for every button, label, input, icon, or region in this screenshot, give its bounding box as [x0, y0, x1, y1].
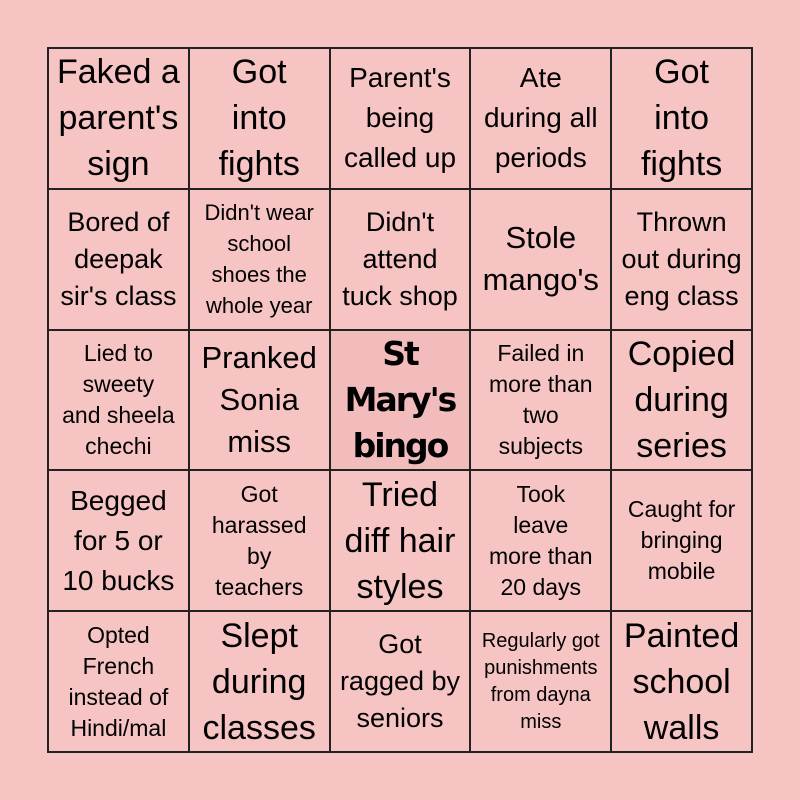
bingo-cell[interactable] — [330, 470, 471, 611]
cell-text: Caught for bringing mobile — [627, 496, 736, 585]
bingo-cell[interactable] — [470, 470, 611, 611]
bingo-cell[interactable] — [470, 330, 611, 471]
cell-text: Got harassed by teachers — [211, 480, 307, 600]
bingo-cell[interactable] — [611, 611, 752, 752]
cell-text: Parent's being called up — [343, 62, 457, 174]
bingo-board — [47, 47, 753, 753]
cell-text: Pranked Sonia miss — [201, 339, 317, 459]
free-space-title: St Mary's bingo — [344, 334, 456, 465]
bingo-cell[interactable] — [48, 189, 189, 330]
bingo-cell[interactable] — [611, 470, 752, 611]
cell-text: Painted school walls — [623, 616, 740, 747]
cell-text: Ate during all periods — [483, 62, 598, 174]
bingo-cell[interactable] — [611, 189, 752, 330]
bingo-cell[interactable] — [189, 189, 330, 330]
bingo-cell[interactable] — [48, 48, 189, 189]
bingo-cell[interactable] — [48, 470, 189, 611]
bingo-cell[interactable] — [470, 611, 611, 752]
cell-text: Tried diff hair styles — [344, 475, 456, 606]
cell-text: Failed in more than two subjects — [489, 339, 593, 459]
bingo-cell[interactable] — [189, 48, 330, 189]
cell-text: Took leave more than 20 days — [489, 480, 593, 600]
cell-text: Got into fights — [640, 53, 723, 184]
cell-text: Begged for 5 or 10 bucks — [62, 484, 175, 596]
cell-text: Bored of deepak sir's class — [60, 206, 177, 311]
free-space-cell[interactable] — [330, 330, 471, 471]
cell-text: Lied to sweety and sheela chechi — [62, 339, 175, 459]
bingo-cell[interactable] — [189, 470, 330, 611]
cell-text: Didn't wear school shoes the whole year — [204, 200, 314, 319]
bingo-cell[interactable] — [470, 48, 611, 189]
bingo-cell[interactable] — [189, 611, 330, 752]
cell-text: Stole mango's — [482, 220, 599, 298]
bingo-cell[interactable] — [48, 611, 189, 752]
cell-text: Regularly got punishments from dayna miss — [481, 629, 600, 733]
cell-text: Copied during series — [627, 335, 736, 465]
cell-text: Opted French instead of Hindi/mal — [68, 621, 169, 741]
bingo-cell[interactable] — [470, 189, 611, 330]
cell-text: Didn't attend tuck shop — [342, 206, 458, 311]
bingo-cell[interactable] — [189, 330, 330, 471]
bingo-cell[interactable] — [48, 330, 189, 471]
bingo-cell[interactable] — [611, 330, 752, 471]
bingo-cell[interactable] — [330, 189, 471, 330]
bingo-cell[interactable] — [330, 611, 471, 752]
cell-text: Thrown out during eng class — [621, 206, 742, 311]
bingo-cell[interactable] — [330, 48, 471, 189]
cell-text: Got into fights — [218, 53, 300, 184]
cell-text: Slept during classes — [202, 616, 316, 747]
cell-text: Got ragged by seniors — [339, 629, 461, 734]
cell-text: Faked a parent's sign — [56, 53, 180, 184]
bingo-cell[interactable] — [611, 48, 752, 189]
